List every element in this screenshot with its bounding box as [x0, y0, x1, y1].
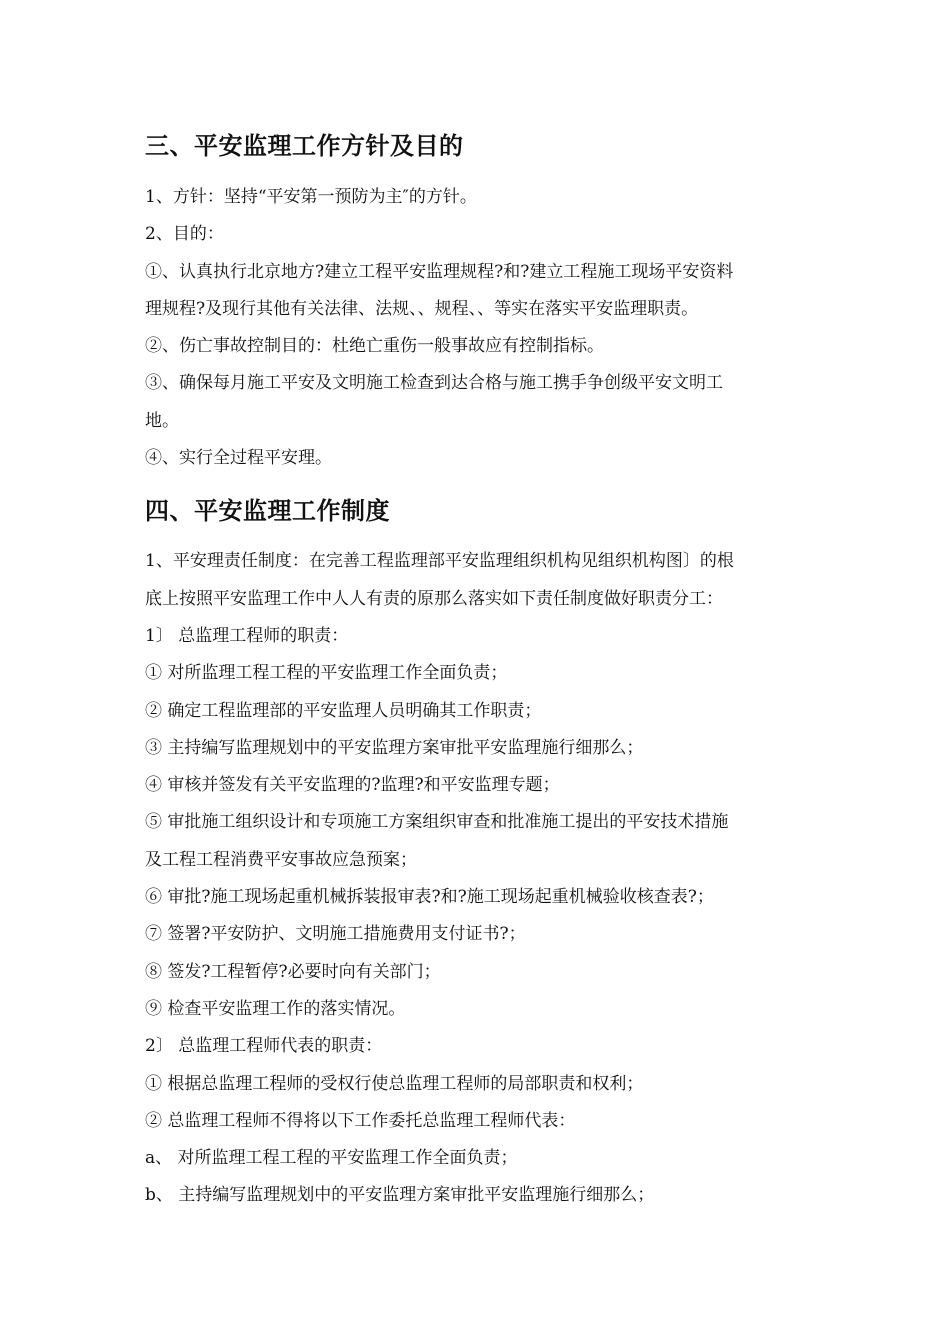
paragraph-line: ③、确保每月施工平安及文明施工检查到达合格与施工携手争创级平安文明工	[145, 373, 723, 394]
paragraph-line: 及工程工程消费平安事故应急预案；	[145, 849, 417, 870]
paragraph-line: 2、目的：	[145, 224, 224, 245]
document-content	[145, 128, 815, 1215]
paragraph-line: 底上按照平安监理工作中人人有责的原那么落实如下责任制度做好职责分工：	[145, 588, 723, 609]
paragraph-line: 1〕 总监理工程师的职责：	[145, 625, 349, 646]
section-safety-policy	[145, 128, 815, 477]
paragraph-line: 1、平安理责任制度：在完善工程监理部平安监理组织机构见组织机构图〕的根	[145, 551, 734, 572]
paragraph-line: ⑧ 签发?工程暂停?必要时向有关部门；	[145, 961, 441, 982]
section-heading: 四、平安监理工作制度	[145, 497, 390, 526]
paragraph-line: ② 总监理工程师不得将以下工作委托总监理工程师代表：	[145, 1110, 576, 1131]
paragraph-line: b、 主持编写监理规划中的平安监理方案审批平安监理施行细那么；	[145, 1185, 655, 1206]
paragraph-line: ③ 主持编写监理规划中的平安监理方案审批平安监理施行细那么；	[145, 737, 644, 758]
paragraph-line: ① 对所监理工程工程的平安监理工作全面负责；	[145, 663, 508, 684]
paragraph-line: 2〕 总监理工程师代表的职责：	[145, 1036, 383, 1057]
paragraph-line: ④ 审核并签发有关平安监理的?监理?和平安监理专题；	[145, 775, 560, 796]
paragraph-line: 理规程?及现行其他有关法律、法规、、规程、、等实在落实平安监理职责。	[145, 298, 699, 319]
paragraph-line: ④、实行全过程平安理。	[145, 448, 332, 469]
paragraph-line: 1、方针：坚持“平安第一预防为主″的方针。	[145, 187, 477, 207]
paragraph-line: ⑤ 审批施工组织设计和专项施工方案组织审查和批准施工提出的平安技术措施	[145, 812, 729, 833]
paragraph-line: ① 根据总监理工程师的受权行使总监理工程师的局部职责和权利；	[145, 1073, 644, 1094]
paragraph-line: a、 对所监理工程工程的平安监理工作全面负责；	[145, 1148, 518, 1169]
paragraph-line: ⑨ 检查平安监理工作的落实情况。	[145, 998, 406, 1019]
paragraph-line: ⑥ 审批?施工现场起重机械拆装报审表?和?施工现场起重机械验收核查表?；	[145, 887, 714, 908]
paragraph-line: ⑦ 签署?平安防护、文明施工措施费用支付证书?；	[145, 924, 526, 945]
section-heading: 三、平安监理工作方针及目的	[145, 132, 464, 160]
paragraph-line: 地。	[145, 410, 179, 431]
section-safety-system	[145, 493, 815, 1214]
paragraph-line: ②、伤亡事故控制目的：杜绝亡重伤一般事故应有控制指标。	[145, 336, 604, 357]
paragraph-line: ①、认真执行北京地方?建立工程平安监理规程?和?建立工程施工现场平安资料	[145, 261, 734, 282]
paragraph-line: ② 确定工程监理部的平安监理人员明确其工作职责；	[145, 700, 542, 721]
